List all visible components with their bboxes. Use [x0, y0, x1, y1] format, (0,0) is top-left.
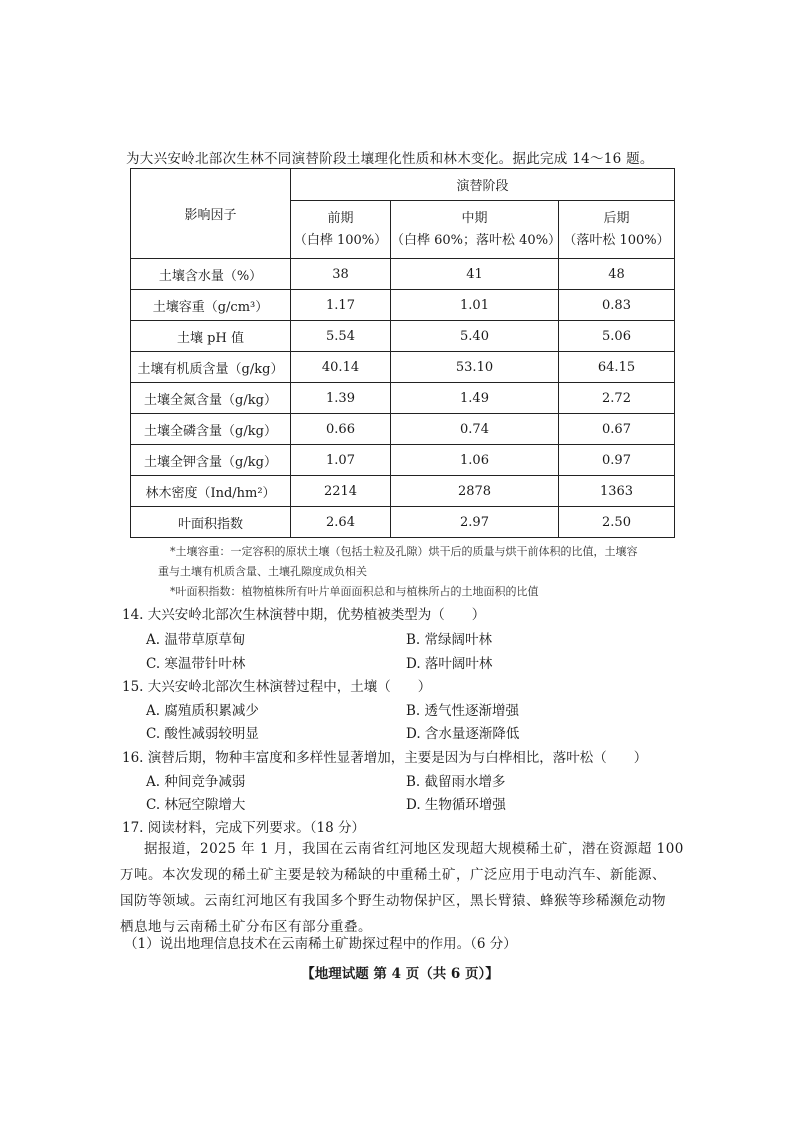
material-line: 国防等领域。云南红河地区有我国多个野生动物保护区，黑长臂猿、蜂猴等珍稀濒危动物 [120, 893, 666, 909]
question-16-option-a: A. 种间竞争减弱 [146, 774, 246, 790]
material-line: 栖息地与云南稀土矿分布区有部分重叠。 [120, 919, 372, 935]
stage-detail: （白桦 60%；落叶松 40%） [391, 232, 562, 248]
table-row [131, 383, 675, 414]
row-factor: 土壤 pH 值 [131, 321, 291, 352]
table-row [131, 290, 675, 321]
table-row [131, 445, 675, 476]
cell-mid: 1.06 [391, 445, 559, 476]
cell-early: 5.54 [291, 321, 391, 352]
stage-name: 前期 [327, 210, 354, 226]
table-row [131, 507, 675, 538]
note-bulk-density-cont: 重与土壤有机质含量、土壤孔隙度成负相关 [158, 565, 367, 578]
cell-late: 0.97 [559, 445, 675, 476]
cell-mid: 53.10 [391, 352, 559, 383]
question-16-option-d: D. 生物循环增强 [406, 797, 506, 813]
cell-early: 38 [291, 259, 391, 290]
stage-late [559, 201, 675, 259]
cell-late: 64.15 [559, 352, 675, 383]
cell-late: 48 [559, 259, 675, 290]
stage-detail: （落叶松 100%） [563, 232, 670, 248]
question-16-option-c: C. 林冠空隙增大 [146, 797, 246, 813]
stage-mid [391, 201, 562, 259]
table-row [131, 321, 675, 352]
question-15-option-b: B. 透气性逐渐增强 [406, 703, 520, 719]
question-14-option-a: A. 温带草原草甸 [146, 632, 246, 648]
question-15-stem: 15. 大兴安岭北部次生林演替过程中，土壤（ ） [122, 679, 432, 695]
cell-late: 1363 [559, 476, 675, 507]
factor-header: 影响因子 [131, 169, 291, 259]
row-factor: 土壤含水量（%） [131, 259, 291, 290]
cell-early: 1.07 [291, 445, 391, 476]
stage-early [291, 201, 391, 259]
row-factor: 土壤全氮含量（g/kg） [131, 383, 291, 414]
question-14-stem: 14. 大兴安岭北部次生林演替中期，优势植被类型为（ ） [122, 607, 486, 623]
succession-table [130, 168, 675, 538]
question-17-stem: 17. 阅读材料，完成下列要求。（18 分） [122, 820, 365, 836]
stage-name: 中期 [461, 210, 488, 226]
cell-mid: 5.40 [391, 321, 559, 352]
question-15-option-a: A. 腐殖质积累减少 [146, 703, 259, 719]
cell-early: 2214 [291, 476, 391, 507]
table-header-row [131, 169, 675, 201]
stage-name: 后期 [603, 210, 630, 226]
table-row [131, 476, 675, 507]
cell-mid: 0.74 [391, 414, 559, 445]
page-footer: 【地理试题 第 4 页（共 6 页）】 [301, 966, 499, 982]
cell-late: 5.06 [559, 321, 675, 352]
question-14-option-b: B. 常绿阔叶林 [406, 632, 493, 648]
cell-early: 1.39 [291, 383, 391, 414]
cell-early: 0.66 [291, 414, 391, 445]
cell-mid: 1.01 [391, 290, 559, 321]
question-17-material [120, 836, 684, 940]
row-factor: 林木密度（Ind/hm²） [131, 476, 291, 507]
table-notes [158, 542, 638, 602]
material-line: 万吨。本次发现的稀土矿主要是较为稀缺的中重稀土矿，广泛应用于电动汽车、新能源、 [120, 867, 666, 883]
question-17-sub1: （1）说出地理信息技术在云南稀土矿勘探过程中的作用。（6 分） [124, 936, 517, 952]
table-row [131, 352, 675, 383]
row-factor: 土壤容重（g/cm³） [131, 290, 291, 321]
question-14-option-c: C. 寒温带针叶林 [146, 656, 246, 672]
row-factor: 土壤有机质含量（g/kg） [131, 352, 291, 383]
stage-header: 演替阶段 [291, 169, 675, 201]
question-16-option-b: B. 截留雨水增多 [406, 774, 506, 790]
cell-late: 0.67 [559, 414, 675, 445]
cell-late: 0.83 [559, 290, 675, 321]
cell-mid: 1.49 [391, 383, 559, 414]
cell-early: 2.64 [291, 507, 391, 538]
table-row [131, 414, 675, 445]
question-15-option-c: C. 酸性减弱较明显 [146, 726, 259, 742]
cell-late: 2.50 [559, 507, 675, 538]
cell-early: 40.14 [291, 352, 391, 383]
material-line: 据报道，2025 年 1 月，我国在云南省红河地区发现超大规模稀土矿，潜在资源超 100 [144, 841, 684, 857]
cell-late: 2.72 [559, 383, 675, 414]
table-row [131, 259, 675, 290]
cell-early: 1.17 [291, 290, 391, 321]
question-15-option-d: D. 含水量逐渐降低 [406, 726, 520, 742]
note-bulk-density: *土壤容重：一定容积的原状土壤（包括土粒及孔隙）烘干后的质量与烘干前体积的比值，土壤容 [170, 545, 638, 558]
cell-mid: 41 [391, 259, 559, 290]
note-leaf-area-index: *叶面积指数：植物植株所有叶片单面面积总和与植株所占的土地面积的比值 [170, 585, 539, 598]
row-factor: 土壤全钾含量（g/kg） [131, 445, 291, 476]
question-16-stem: 16. 演替后期，物种丰富度和多样性显著增加，主要是因为与白桦相比，落叶松（ ） [122, 750, 648, 766]
cell-mid: 2878 [391, 476, 559, 507]
row-factor: 土壤全磷含量（g/kg） [131, 414, 291, 445]
question-14-option-d: D. 落叶阔叶林 [406, 656, 493, 672]
cell-mid: 2.97 [391, 507, 559, 538]
stage-detail: （白桦 100%） [293, 232, 388, 248]
row-factor: 叶面积指数 [131, 507, 291, 538]
table-intro: 为大兴安岭北部次生林不同演替阶段土壤理化性质和林木变化。据此完成 14～16 题。 [126, 151, 654, 167]
